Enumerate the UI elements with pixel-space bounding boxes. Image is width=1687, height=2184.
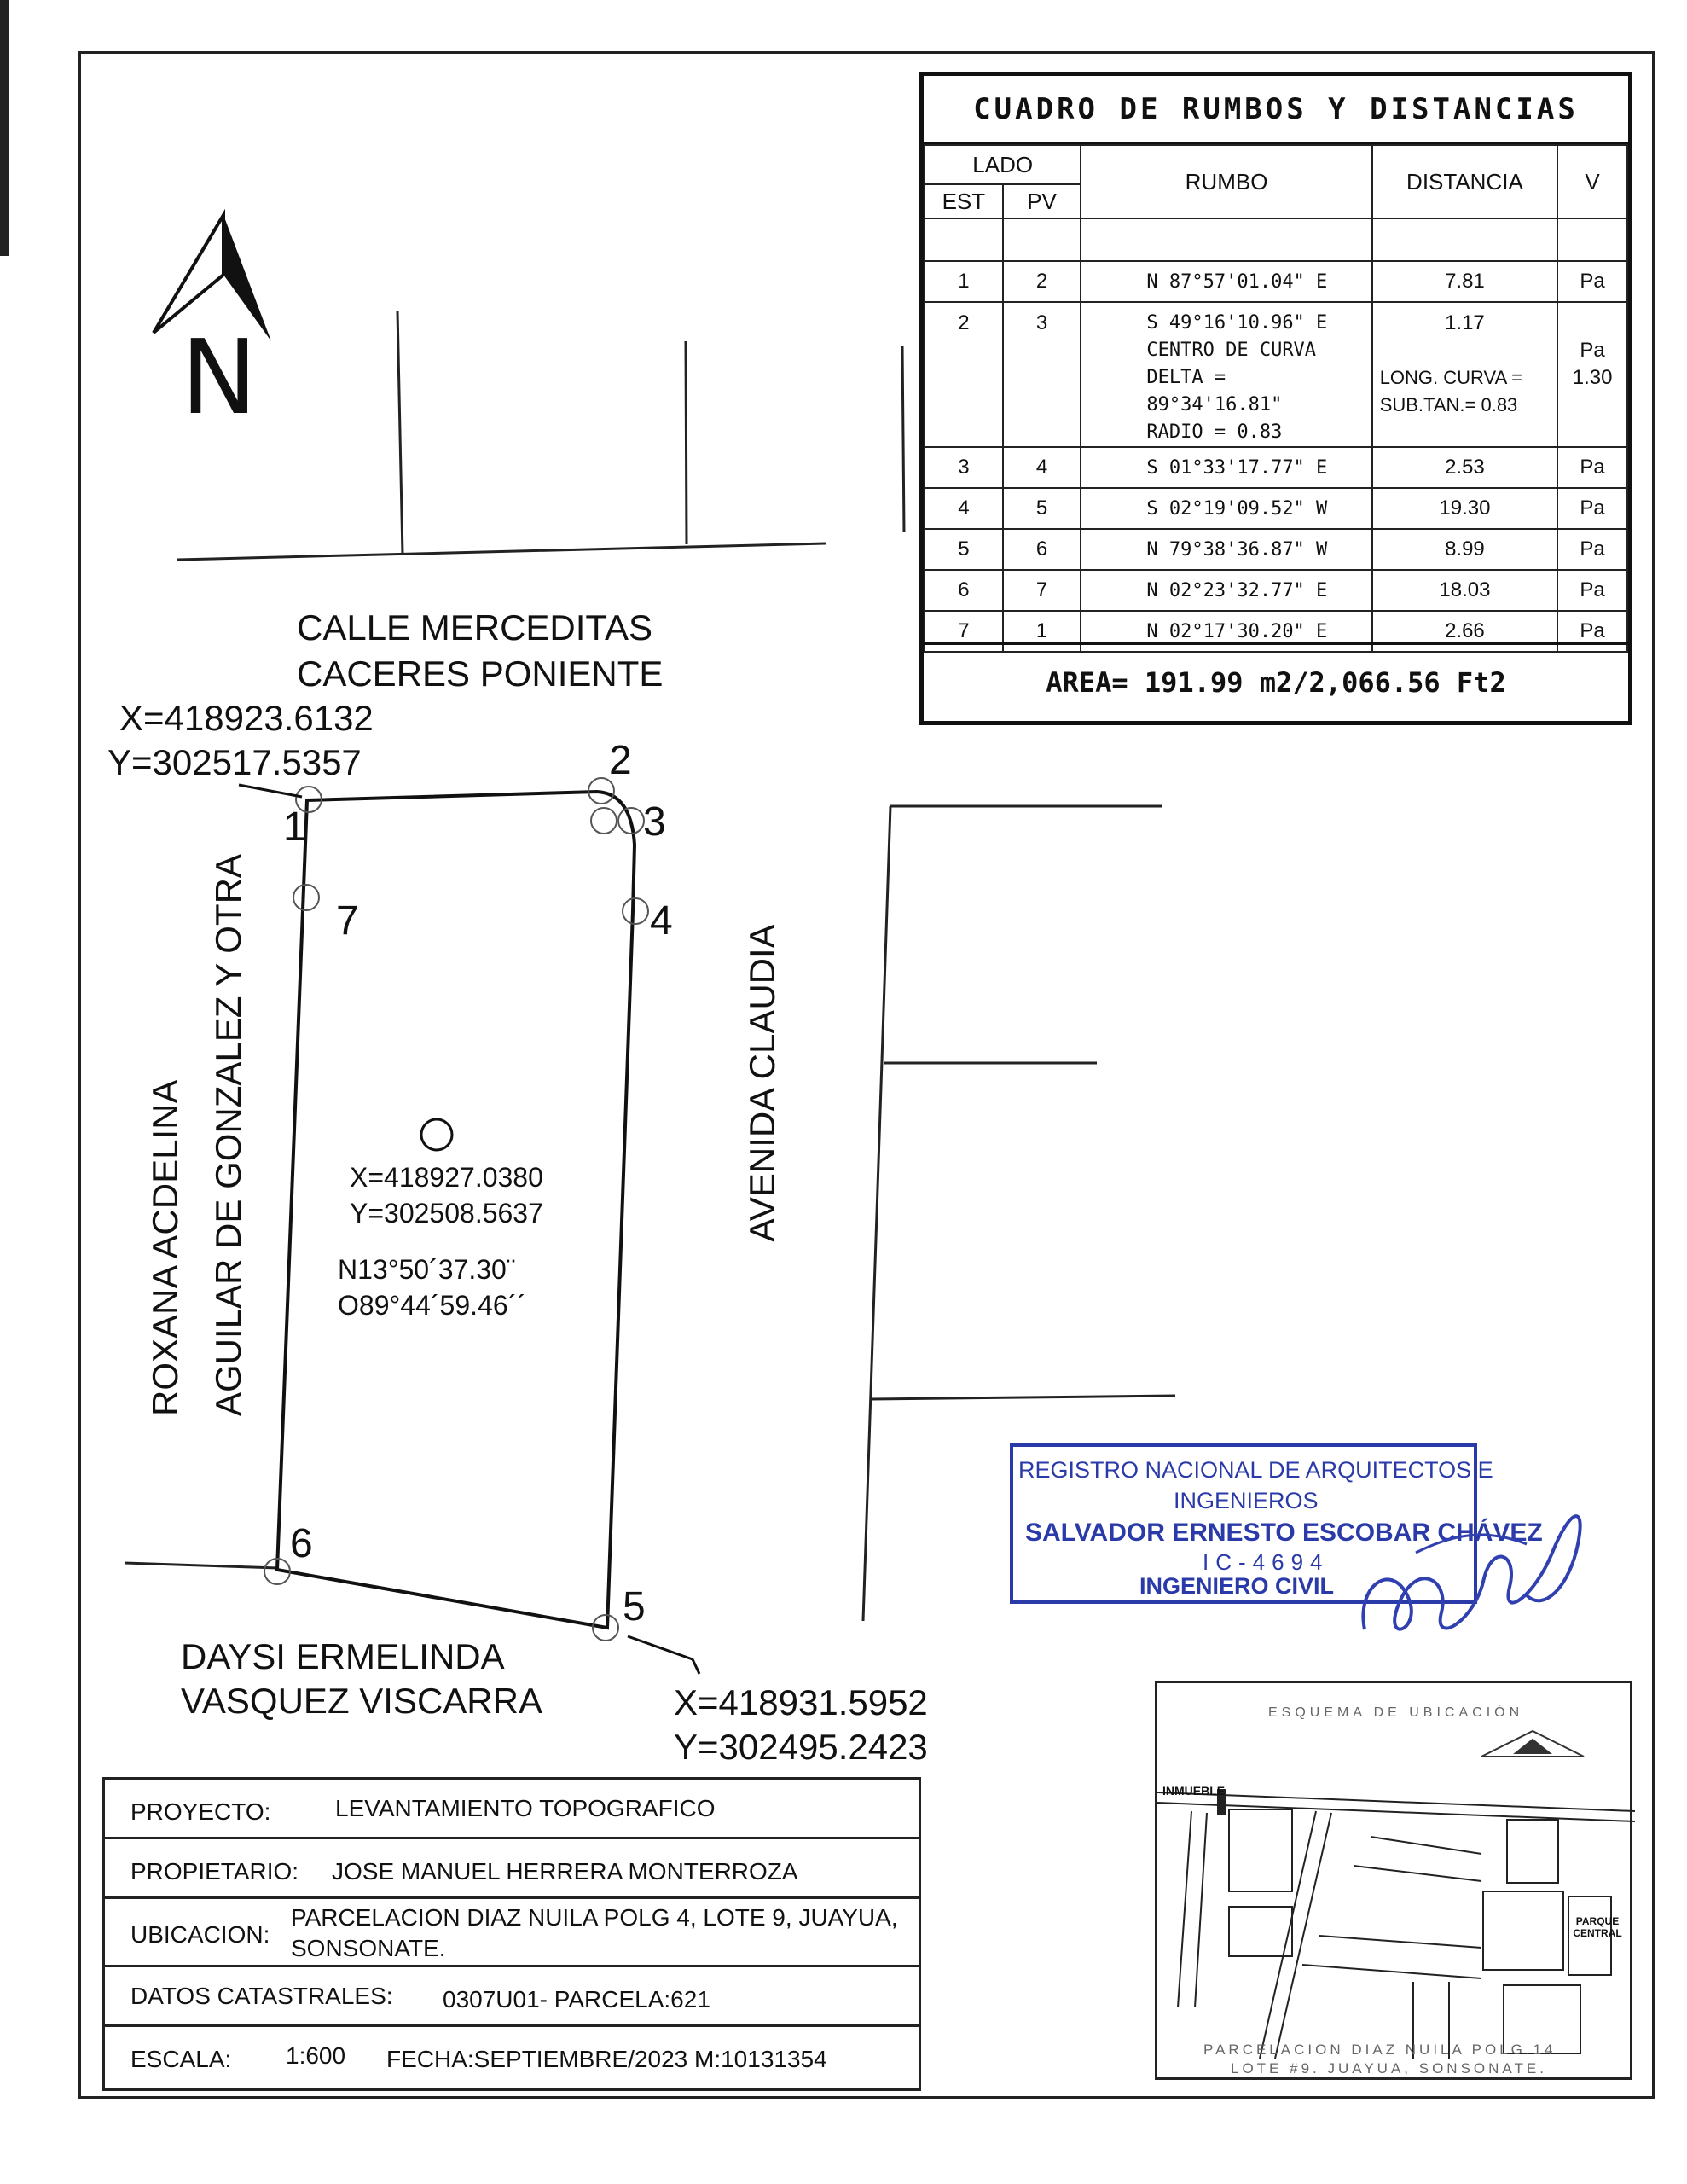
cell-distancia: 2.53 (1372, 447, 1557, 488)
sketch-footer1: PARCELACION DIAZ NUILA POLG.14 (1203, 2042, 1557, 2058)
cell-rumbo: N 87°57'01.04" E (1081, 261, 1371, 302)
title-block (102, 1777, 921, 2091)
stamp-line1: REGISTRO NACIONAL DE ARQUITECTOS E (1018, 1457, 1493, 1483)
coord-5-x: X=418931.5952 (674, 1682, 928, 1722)
coord-center-lat: N13°50´37.30¨ (338, 1254, 516, 1285)
north-label: N (181, 319, 258, 438)
left-owner-line2: AGUILAR DE GONZALEZ Y OTRA (208, 854, 248, 1416)
cell-v: Pa (1557, 529, 1627, 570)
header-pv: PV (1003, 184, 1081, 218)
header-v: V (1557, 145, 1627, 218)
bottom-owner-line2: VASQUEZ VISCARRA (181, 1681, 542, 1721)
cell-pv: 2 (1003, 261, 1081, 302)
cell-est: 1 (925, 261, 1003, 302)
cell-pv: 1 (1003, 611, 1081, 652)
sketch-map (1157, 1683, 1635, 2082)
avenue-label: AVENIDA CLAUDIA (742, 924, 782, 1242)
sketch-inmueble: INMUEBLE (1162, 1784, 1226, 1798)
row-ubicacion (105, 1899, 919, 1967)
value-datos: 0307U01- PARCELA:621 (443, 1986, 710, 2013)
label-proyecto: PROYECTO: (130, 1798, 271, 1825)
coord-center-x: X=418927.0380 (350, 1162, 543, 1193)
cell-rumbo: S 01°33'17.77" E (1081, 447, 1371, 488)
cell-v: Pa (1557, 570, 1627, 611)
street-top-line1: CALLE MERCEDITAS (297, 607, 652, 648)
cell-distancia: 1.17 (1445, 311, 1485, 334)
cell-est: 4 (925, 488, 1003, 529)
row-escala (105, 2027, 919, 2088)
cell-pv: 4 (1003, 447, 1081, 488)
coord-center-lon: O89°44´59.46´´ (338, 1290, 526, 1321)
row-datos (105, 1967, 919, 2027)
header-rumbo: RUMBO (1081, 145, 1371, 218)
cell-distancia: 19.30 (1372, 488, 1557, 529)
sketch-north-icon (1481, 1731, 1584, 1757)
cell-pv: 7 (1003, 570, 1081, 611)
stamp-line3: SALVADOR ERNESTO ESCOBAR CHÁVEZ (1025, 1519, 1543, 1547)
row-proyecto (105, 1780, 919, 1839)
cell-v: Pa (1557, 611, 1627, 652)
cell-v: Pa (1557, 261, 1627, 302)
table-title: CUADRO DE RUMBOS Y DISTANCIAS (924, 76, 1628, 144)
point-label-7: 7 (336, 898, 359, 944)
value-ubicacion-line2: SONSONATE. (291, 1935, 446, 1961)
value-proyecto: LEVANTAMIENTO TOPOGRAFICO (335, 1795, 716, 1821)
curve-length-value: 1.30 (1572, 366, 1613, 389)
street-top-line2: CACERES PONIENTE (297, 653, 664, 694)
value-ubicacion-line1: PARCELACION DIAZ NUILA POLG 4, LOTE 9, JUAYUA, (291, 1904, 898, 1931)
row-propietario (105, 1839, 919, 1899)
point-label-2: 2 (609, 738, 632, 783)
curve-subtangent: SUB.TAN.= 0.83 (1379, 394, 1518, 415)
cell-rumbo: N 02°23'32.77" E (1081, 570, 1371, 611)
point-label-4: 4 (650, 898, 673, 944)
coord-1-y: Y=302517.5357 (107, 742, 362, 782)
value-escala: 1:600 (286, 2042, 346, 2069)
cell-rumbo: N 02°17'30.20" E (1081, 611, 1371, 652)
sketch-title: ESQUEMA DE UBICACIÓN (1268, 1705, 1524, 1720)
stamp-line4: IC-4694 (1203, 1549, 1330, 1575)
cell-rumbo: N 79°38'36.87" W (1081, 529, 1371, 570)
header-distancia: DISTANCIA (1372, 145, 1557, 218)
label-ubicacion: UBICACION: (130, 1921, 270, 1948)
point-label-1: 1 (283, 804, 306, 850)
cell-v: Pa (1557, 447, 1627, 488)
point-label-3: 3 (643, 799, 666, 845)
point-label-6: 6 (290, 1521, 313, 1566)
sketch-footer2: LOTE #9. JUAYUA, SONSONATE. (1231, 2060, 1547, 2077)
cell-est: 6 (925, 570, 1003, 611)
cell-pv: 3 (1003, 302, 1081, 447)
location-sketch (1155, 1681, 1632, 2080)
cell-distancia: 2.66 (1372, 611, 1557, 652)
label-propietario: PROPIETARIO: (130, 1858, 299, 1885)
stamp-line5: INGENIERO CIVIL (1139, 1573, 1335, 1599)
curve-radius: RADIO = 0.83 (1146, 421, 1283, 443)
curve-delta: DELTA = 89°34'16.81" (1146, 367, 1283, 415)
cell-est: 3 (925, 447, 1003, 488)
sketch-parque: PARQUE CENTRAL (1573, 1915, 1622, 1939)
label-escala: ESCALA: (130, 2046, 232, 2072)
cell-rumbo: S 02°19'09.52" W (1081, 488, 1371, 529)
cell-distancia: 8.99 (1372, 529, 1557, 570)
coord-center-y: Y=302508.5637 (350, 1198, 543, 1228)
cell-v: Pa (1580, 339, 1605, 362)
value-propietario: JOSE MANUEL HERRERA MONTERROZA (332, 1858, 798, 1885)
cell-distancia: 18.03 (1372, 570, 1557, 611)
curve-center-label: CENTRO DE CURVA (1146, 340, 1317, 361)
bottom-owner-line1: DAYSI ERMELINDA (181, 1636, 505, 1676)
left-owner-line1: ROXANA ACDELINA (145, 1079, 185, 1416)
curve-length-label: LONG. CURVA = (1379, 367, 1522, 388)
label-datos: DATOS CATASTRALES: (130, 1983, 393, 2009)
cell-pv: 5 (1003, 488, 1081, 529)
signature (1330, 1450, 1638, 1672)
cell-rumbo: S 49°16'10.96" E (1146, 312, 1328, 334)
point-label-5: 5 (623, 1584, 646, 1629)
coord-5-y: Y=302495.2423 (674, 1727, 928, 1767)
coord-1-x: X=418923.6132 (119, 698, 374, 738)
cell-est: 2 (925, 302, 1003, 447)
header-lado: LADO (925, 145, 1081, 184)
cell-distancia: 7.81 (1372, 261, 1557, 302)
header-est: EST (925, 184, 1003, 218)
cell-est: 7 (925, 611, 1003, 652)
area-total: AREA= 191.99 m2/2,066.56 Ft2 (924, 642, 1628, 721)
cell-pv: 6 (1003, 529, 1081, 570)
stamp-line2: INGENIEROS (1174, 1488, 1319, 1513)
value-fecha: FECHA:SEPTIEMBRE/2023 M:10131354 (386, 2046, 827, 2072)
cell-v: Pa (1557, 488, 1627, 529)
cell-est: 5 (925, 529, 1003, 570)
